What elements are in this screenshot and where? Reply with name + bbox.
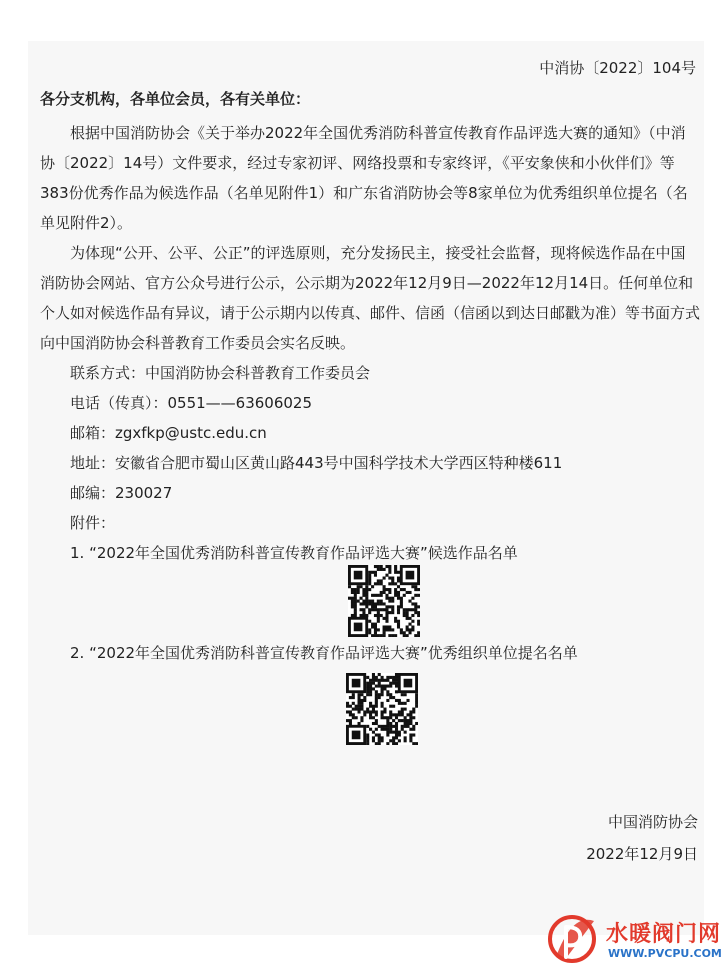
contact-phone: 电话（传真）：0551——63606025 <box>70 394 313 412</box>
qr-code-icon[interactable] <box>348 565 420 637</box>
contact-address: 地址：安徽省合肥市蜀山区黄山路443号中国科学技术大学西区特种楼611 <box>70 454 563 472</box>
site-logo-icon <box>542 907 604 969</box>
attachments-label: 附件： <box>70 514 116 532</box>
document-panel <box>28 41 704 935</box>
paragraph-2: 为体现“公开、公平、公正”的评选原则，充分发扬民主，接受社会监督，现将候选作品在中国消防协会网站、官方公众号进行公示，公示期为2022年12月9日—2022年12月14日。任何单位和个人如对候选作品有异议，请于公示期内以传真、邮件、信函（信函以到达日邮戳为准）等书面方式向中国消防协会科普教育工作委员会实名反映。 <box>40 244 701 352</box>
contact-email: 邮箱：zgxfkp@ustc.edu.cn <box>70 424 267 442</box>
contact-postcode: 邮编：230027 <box>70 484 173 502</box>
qr-code-icon[interactable] <box>346 673 418 745</box>
attachment-2-block <box>40 638 700 668</box>
document-number: 中消协〔2022〕104号 <box>539 59 696 77</box>
watermark-name: 水暖阀门网 <box>606 922 722 947</box>
attachment-item-1[interactable]: 1. “2022年全国优秀消防科普宣传教育作品评选大赛”候选作品名单 <box>70 544 518 562</box>
salutation: 各分支机构，各单位会员，各有关单位： <box>40 90 311 108</box>
watermark <box>542 907 722 969</box>
signature-date: 2022年12月9日 <box>586 845 698 863</box>
contact-method: 联系方式：中国消防协会科普教育工作委员会 <box>70 364 371 382</box>
document-body <box>40 118 700 568</box>
signature-org: 中国消防协会 <box>607 813 698 831</box>
attachment-item-2[interactable]: 2. “2022年全国优秀消防科普宣传教育作品评选大赛”优秀组织单位提名名单 <box>70 644 578 662</box>
paragraph-1: 根据中国消防协会《关于举办2022年全国优秀消防科普宣传教育作品评选大赛的通知》（中消协〔2022〕14号）文件要求，经过专家初评、网络投票和专家终评，《平安象侠和小伙伴们》等383份优秀作品为候选作品（名单见附件1）和广东省消防协会等8家单位为优秀组织单位提名（名单见附件2）。 <box>40 124 688 232</box>
watermark-url: WWW.PVCPU.COM <box>608 947 722 960</box>
